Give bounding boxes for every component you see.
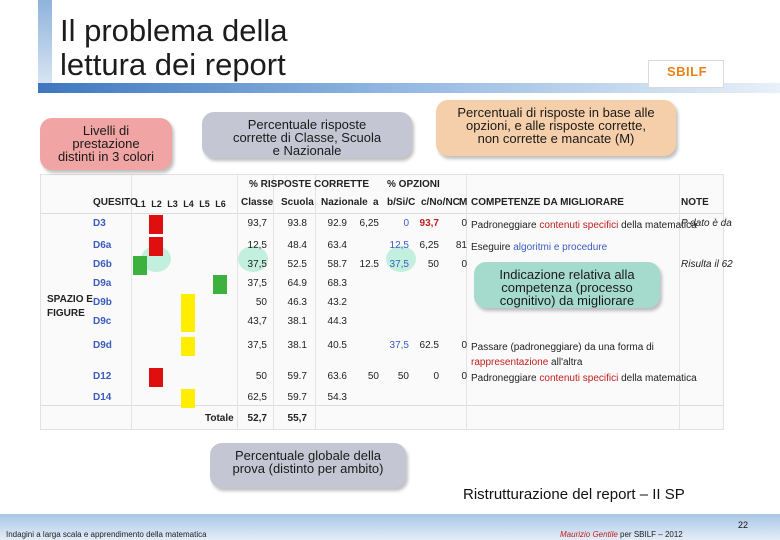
total-classe: 52,7	[247, 413, 267, 424]
col-divider	[315, 175, 316, 429]
competenza-prefix: Eseguire	[471, 242, 514, 253]
callout-livelli: Livelli di prestazione distinti in 3 colori	[40, 118, 172, 170]
competenza-prefix: Padroneggiare	[471, 220, 540, 231]
competenza-suffix: della matematica	[618, 220, 697, 231]
level-cell	[149, 215, 163, 234]
header-option-c: c/No/NC	[421, 197, 460, 208]
quesito-code: D9c	[93, 316, 112, 327]
callout-competenza: Indicazione relativa alla competenza (processo cognitivo) da migliorare	[474, 262, 660, 308]
value-scuola: 64.9	[287, 278, 307, 289]
value-scuola: 48.4	[287, 240, 307, 251]
value-classe: 37,5	[247, 278, 267, 289]
page-number: 22	[738, 520, 749, 530]
level-cell	[149, 237, 163, 256]
value-option-b: 12,5	[389, 240, 409, 251]
value-nazionale: 40.5	[327, 340, 347, 351]
callout-globale: Percentuale globale della prova (distinto per ambito)	[210, 443, 406, 488]
value-option-b: 37,5	[389, 259, 409, 270]
value-option-c: 6,25	[419, 240, 439, 251]
value-option-c: 50	[427, 259, 439, 270]
slide-title: Il problema della lettura dei report	[60, 13, 288, 82]
value-nazionale: 63.6	[327, 371, 347, 382]
value-option-m: 0	[461, 340, 467, 351]
value-classe: 50	[255, 371, 267, 382]
competenza-text	[471, 218, 697, 233]
logo-text: SBILF	[667, 64, 708, 79]
header-nazionale: Nazionale	[321, 197, 368, 208]
competenza-text	[471, 240, 607, 255]
value-classe: 43,7	[247, 316, 267, 327]
level-cell	[213, 275, 227, 294]
col-divider	[466, 175, 467, 429]
level-cell	[181, 313, 195, 332]
value-scuola: 38.1	[287, 316, 307, 327]
header-classe: Classe	[241, 197, 274, 208]
total-divider	[41, 405, 723, 406]
value-option-a: 6,25	[359, 218, 379, 229]
header-note: NOTE	[681, 197, 709, 208]
header-option-a: a	[373, 197, 379, 208]
value-option-c: 0	[433, 371, 439, 382]
value-scuola: 52.5	[287, 259, 307, 270]
value-nazionale: 68.3	[327, 278, 347, 289]
row-note: Risulta il 62	[681, 259, 733, 270]
value-classe: 12,5	[247, 240, 267, 251]
value-scuola: 59.7	[287, 392, 307, 403]
col-divider	[679, 175, 680, 429]
title-accent-bar	[38, 0, 52, 92]
value-nazionale: 44.3	[327, 316, 347, 327]
value-classe: 50	[255, 297, 267, 308]
value-option-c: 93,7	[419, 218, 439, 229]
header-quesito: QUESITO	[93, 197, 138, 208]
competenza-highlight: contenuti specifici	[539, 373, 619, 384]
competenza-suffix: della matematica	[618, 373, 697, 384]
header-level-4: L4	[183, 199, 194, 209]
callout-percentuale-corrette: Percentuale risposte corrette di Classe, Scuola e Nazionale	[202, 112, 412, 158]
footer-author: Maurizio Gentile	[560, 530, 618, 539]
total-label: Totale	[205, 413, 234, 424]
quesito-code: D3	[93, 218, 106, 229]
value-option-b: 37,5	[389, 340, 409, 351]
value-option-a: 12.5	[359, 259, 379, 270]
footer-right-text	[560, 530, 683, 539]
quesito-code: D9d	[93, 340, 112, 351]
value-nazionale: 63.4	[327, 240, 347, 251]
value-option-b: 0	[403, 218, 409, 229]
footer-left-text: Indagini a larga scala e apprendimento della matematica	[6, 530, 207, 539]
competenza-suffix: all'altra	[548, 357, 583, 368]
value-scuola: 59.7	[287, 371, 307, 382]
quesito-code: D6a	[93, 240, 112, 251]
footer-credit: per SBILF – 2012	[617, 530, 683, 539]
ambito-label: SPAZIO E FIGURE	[47, 294, 93, 319]
value-scuola: 38.1	[287, 340, 307, 351]
header-divider	[41, 213, 723, 214]
total-scuola: 55,7	[287, 413, 307, 424]
value-scuola: 46.3	[287, 297, 307, 308]
level-cell	[181, 337, 195, 356]
level-cell	[149, 368, 163, 387]
quesito-code: D9b	[93, 297, 112, 308]
value-nazionale: 54.3	[327, 392, 347, 403]
competenza-prefix: Padroneggiare	[471, 373, 540, 384]
col-divider	[131, 175, 132, 429]
level-cell	[181, 294, 195, 313]
sbilf-logo	[648, 60, 724, 88]
competenza-text	[471, 371, 697, 386]
value-option-m: 81	[455, 240, 467, 251]
value-nazionale: 58.7	[327, 259, 347, 270]
quesito-code: D9a	[93, 278, 112, 289]
value-classe: 37,5	[247, 340, 267, 351]
value-nazionale: 92.9	[327, 218, 347, 229]
value-classe: 62,5	[247, 392, 267, 403]
competenza-highlight: algoritmi e procedure	[513, 242, 608, 253]
level-cell	[181, 389, 195, 408]
value-option-c: 62.5	[419, 340, 439, 351]
callout-opzioni: Percentuali di risposte in base alle opzioni, e alle risposte corrette, non corrette e mancate (M)	[436, 100, 676, 156]
level-cell	[133, 256, 147, 275]
header-scuola: Scuola	[281, 197, 314, 208]
slide-caption: Ristrutturazione del report – II SP	[463, 486, 685, 503]
col-divider	[273, 175, 274, 429]
header-correct-group: % RISPOSTE CORRETTE	[249, 179, 370, 190]
quesito-code: D14	[93, 392, 112, 403]
value-classe: 93,7	[247, 218, 267, 229]
value-scuola: 93.8	[287, 218, 307, 229]
quesito-code: D12	[93, 371, 112, 382]
header-level-6: L6	[215, 199, 226, 209]
value-option-m: 0	[461, 259, 467, 270]
competenza-prefix: Passare (padroneggiare) da una forma di	[471, 342, 654, 353]
value-nazionale: 43.2	[327, 297, 347, 308]
value-option-m: 0	[461, 371, 467, 382]
value-option-a: 50	[367, 371, 379, 382]
quesito-code: D6b	[93, 259, 112, 270]
competenza-text	[471, 340, 654, 370]
header-competenze: COMPETENZE DA MIGLIORARE	[471, 197, 624, 208]
value-option-m: 0	[461, 218, 467, 229]
header-option-m: M	[459, 197, 468, 208]
header-option-b: b/Si/C	[387, 197, 416, 208]
header-level-2: L2	[151, 199, 162, 209]
competenza-highlight: rappresentazione	[471, 357, 549, 368]
header-level-5: L5	[199, 199, 210, 209]
header-level-3: L3	[167, 199, 178, 209]
competenza-highlight: contenuti specifici	[539, 220, 619, 231]
header-options-group: % OPZIONI	[387, 179, 440, 190]
value-classe: 37,5	[247, 259, 267, 270]
header-level-1: L1	[135, 199, 146, 209]
value-option-b: 50	[397, 371, 409, 382]
row-note: P dato è da	[681, 218, 732, 229]
